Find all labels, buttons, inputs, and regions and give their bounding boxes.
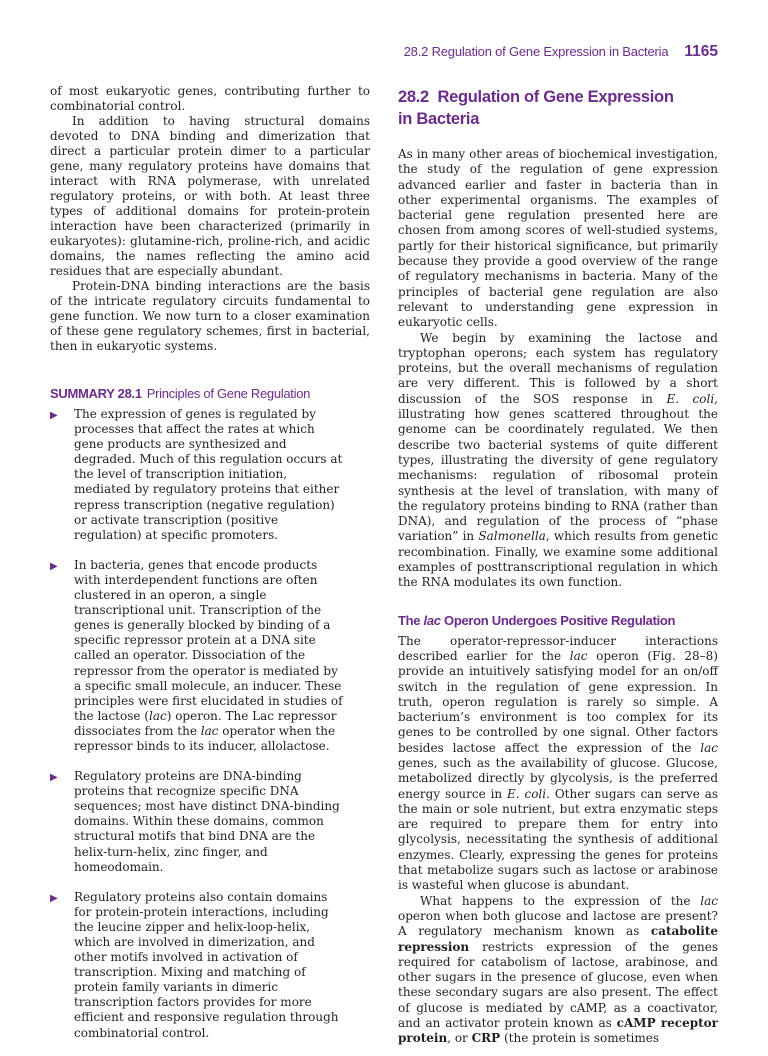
text-run: What happens to the expression of the <box>420 893 701 908</box>
text-run: operon when both glucose and lactose are present? A regulatory mechanism known as <box>398 908 718 939</box>
italic-term: lac <box>200 723 219 738</box>
section-title <box>398 86 718 130</box>
summary-bullet-text: Regulatory proteins are DNA-binding proteins that recognize specific DNA sequences; most have distinct DNA-binding domains. Within these domains, common structural motifs that bind DNA are the helix-turn-helix, zinc finger, and homeodomain. <box>74 769 340 874</box>
text-run: operon (Fig. 28–8) provide an intuitively satisfying model for an on/off switch in the regulation of gene expression. In truth, operon regulation is rarely so simple. A bacterium’s environment is too complex for its genes to be controlled by one signal. Other factors besides lactose affect the expression of the <box>398 648 718 755</box>
text-run: . Other sugars can serve as the main or sole nutrient, but extra enzymatic steps are required to prepare them for entry into glycolysis, necessitating the synthesis of additional enzymes. Clearly, expressing the genes for proteins that metabolize sugars such as lactose or arabinose is wasteful when glucose is abundant. <box>398 786 719 893</box>
text-run: , illustrating how genes scattered throughout the genome can be coordinately regulated. We then describe two bacterial systems of quite different types, illustrating the diversity of gene regulatory mechanisms: regulation of ribosomal protein synthesis at the level of translation, with many of the regulatory proteins binding to RNA (rather than DNA), and regulation of the process of “phase variation” in <box>398 391 718 544</box>
summary-bullet <box>50 769 370 875</box>
italic-term: E. coli <box>507 786 547 801</box>
summary-tag: SUMMARY 28.1 <box>50 386 142 401</box>
summary-bullet <box>50 890 370 1041</box>
text-run: , which results from genetic recombination. Finally, we examine some additional examples of posttranscriptional regulation in which the RNA modulates its own function. <box>398 529 719 590</box>
text-run: In bacteria, genes that encode products with interdependent functions are often clustered in an operon, a single transcriptional unit. Transcription of the genes is generally blocked by binding of a specific repressor protein at a DNA site called an operator. Dissociation of the repressor from the operator is mediated by a specific small molecule, an inducer. These principles were first elucidated in studies of the lactose ( <box>74 557 343 723</box>
paragraph: of most eukaryotic genes, contributing further to combinatorial control. <box>50 84 370 113</box>
triangle-bullet-icon: ▶ <box>50 560 58 572</box>
running-header-section: 28.2 Regulation of Gene Expression in Bacteria <box>403 44 669 59</box>
italic-term: lac <box>569 648 588 663</box>
text-run: Operon Undergoes Positive Regulation <box>440 612 676 628</box>
italic-term: lac <box>700 893 718 908</box>
italic-term: lac <box>423 612 441 628</box>
right-column <box>398 86 718 1047</box>
summary-bullet <box>50 558 370 754</box>
section-title-line2: in Bacteria <box>398 110 480 128</box>
text-run: genes, such as the availability of glucose. Glucose, metabolized directly by glycolysis, is the preferred energy source in <box>398 755 718 801</box>
paragraph: In addition to having structural domains devoted to DNA binding and dimerization that direct a particular protein dimer to a particular gene, many regulatory proteins have domains that interact with RNA polymerase, with unrelated regulatory proteins, or with both. At least three types of additional domains for protein-protein interaction have been characterized (primarily in eukaryotes): glutamine-rich, proline-rich, and acidic domains, the names reflecting the amino acid residues that are especially abundant. <box>50 114 370 278</box>
text-run: (the protein is sometimes <box>500 1031 660 1046</box>
italic-term: Salmonella <box>478 529 546 544</box>
paragraph: Protein-DNA binding interactions are the basis of the intricate regulatory circuits fundamental to gene function. We now turn to a closer examination of these gene regulatory schemes, first in bacterial, then in eukaryotic systems. <box>50 279 370 353</box>
summary-title: Principles of Gene Regulation <box>146 386 311 401</box>
triangle-bullet-icon: ▶ <box>50 410 58 421</box>
summary-bullet-text: The expression of genes is regulated by processes that affect the rates at which gene products are synthesized and degraded. Much of this regulation occurs at the level of transcription initiation, mediated by regulatory proteins that either repress transcription (negative regulation) or activate transcription (positive regulation) at specific promoters. <box>74 407 343 542</box>
text-run: restricts expression of the genes required for catabolism of lactose, arabinose, and other sugars in the presence of glucose, even when these secondary sugars are also present. The effect of glucose is mediated by cAMP, as a coactivator, and an activator protein known as <box>398 939 718 1031</box>
subsection-heading <box>398 613 718 628</box>
summary-bullet-text <box>74 558 344 754</box>
summary-bullet <box>50 407 370 543</box>
text-run: ) operon. The Lac repressor dissociates from the <box>74 708 337 738</box>
text-run: , or <box>447 1031 472 1046</box>
running-header <box>404 43 718 61</box>
key-term: catabolite repression <box>398 924 718 954</box>
italic-term: lac <box>700 740 718 755</box>
triangle-bullet-icon: ▶ <box>50 772 58 784</box>
key-term: CRP <box>471 1031 501 1046</box>
text-run: The <box>398 612 424 628</box>
italic-term: lac <box>148 708 167 723</box>
paragraph <box>398 331 718 591</box>
left-column <box>50 84 370 1056</box>
text-run: The operator-repressor-inducer interactions described earlier for the <box>398 633 718 663</box>
italic-term: E. coli <box>666 391 715 406</box>
paragraph <box>398 634 718 894</box>
paragraph: As in many other areas of biochemical investigation, the study of the regulation of gene expression advanced earlier and faster in bacteria than in other experimental organisms. The examples of bacterial gene regulation presented here are chosen from among scores of well-studied systems, partly for their historical significance, but primarily because they provide a good overview of the range of regulatory mechanisms in bacteria. Many of the principles of bacterial gene regulation are also relevant to understanding gene expression in eukaryotic cells. <box>398 147 718 330</box>
text-run: operator when the repressor binds to its inducer, allolactose. <box>74 723 336 753</box>
section-title-line1: Regulation of Gene Expression <box>437 88 674 106</box>
section-number: 28.2 <box>398 88 429 106</box>
key-term: cAMP receptor protein <box>398 1016 718 1046</box>
summary-heading <box>50 386 370 401</box>
text-run: We begin by examining the lactose and tryptophan operons; each system has regulatory proteins, but the overall mechanisms of regulation are very different. This is followed by a short discussion of the SOS response in <box>398 330 718 406</box>
page-number: 1165 <box>684 43 718 60</box>
triangle-bullet-icon: ▶ <box>50 892 58 904</box>
summary-bullet-text: Regulatory proteins also contain domains for protein-protein interactions, including the leucine zipper and helix-loop-helix, which are involved in dimerization, and other motifs involved in activation of transcription. Mixing and matching of protein family variants in dimeric transcription factors provides for more efficient and responsive regulation through combinatorial control. <box>74 889 339 1040</box>
